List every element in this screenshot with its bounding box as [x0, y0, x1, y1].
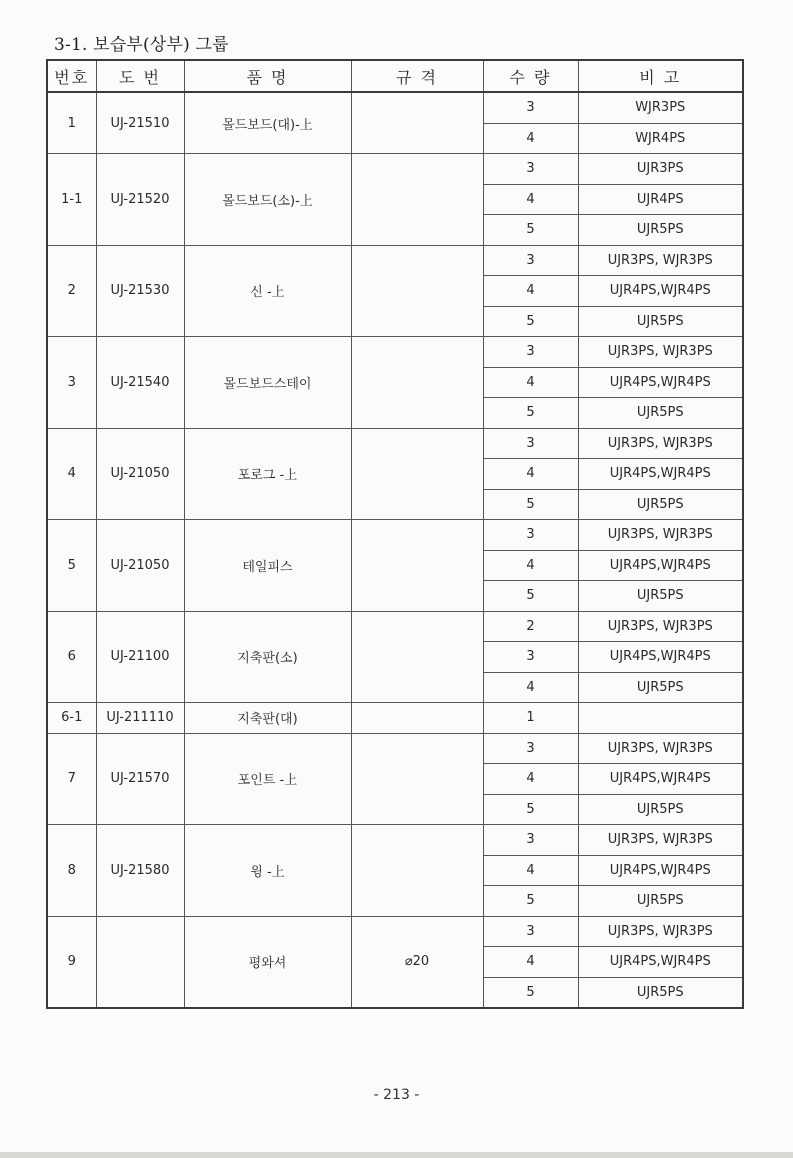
cell-drawing-no: UJ-21520	[96, 154, 184, 246]
cell-quantity: 3	[483, 733, 578, 764]
cell-number: 7	[47, 733, 96, 825]
cell-spec	[351, 337, 483, 429]
cell-part-name: 테일피스	[184, 520, 351, 612]
page-title: 3-1. 보습부(상부) 그룹	[54, 35, 229, 55]
cell-quantity: 3	[483, 337, 578, 368]
cell-quantity: 4	[483, 184, 578, 215]
cell-quantity: 5	[483, 306, 578, 337]
cell-number: 8	[47, 825, 96, 917]
cell-number: 4	[47, 428, 96, 520]
cell-remark: UJR4PS	[578, 184, 743, 215]
cell-drawing-no: UJ-21540	[96, 337, 184, 429]
cell-quantity: 3	[483, 520, 578, 551]
cell-remark: UJR4PS,WJR4PS	[578, 459, 743, 490]
cell-quantity: 4	[483, 123, 578, 154]
cell-quantity: 4	[483, 550, 578, 581]
cell-remark: UJR4PS,WJR4PS	[578, 947, 743, 978]
cell-spec	[351, 245, 483, 337]
cell-spec	[351, 703, 483, 734]
cell-remark: UJR5PS	[578, 398, 743, 429]
cell-quantity: 3	[483, 154, 578, 185]
cell-quantity: 5	[483, 215, 578, 246]
cell-spec	[351, 92, 483, 154]
cell-remark: UJR3PS, WJR3PS	[578, 337, 743, 368]
cell-part-name: 윙 -上	[184, 825, 351, 917]
cell-quantity: 5	[483, 398, 578, 429]
cell-part-name: 지축판(대)	[184, 703, 351, 734]
header-quantity: 수 량	[483, 60, 578, 92]
header-drawing-no: 도 번	[96, 60, 184, 92]
cell-remark: UJR5PS	[578, 215, 743, 246]
cell-quantity: 5	[483, 977, 578, 1008]
cell-quantity: 3	[483, 916, 578, 947]
cell-part-name: 신 -上	[184, 245, 351, 337]
cell-number: 5	[47, 520, 96, 612]
cell-quantity: 4	[483, 672, 578, 703]
cell-remark: UJR4PS,WJR4PS	[578, 550, 743, 581]
cell-remark: UJR4PS,WJR4PS	[578, 855, 743, 886]
cell-drawing-no: UJ-21050	[96, 520, 184, 612]
cell-remark: UJR5PS	[578, 672, 743, 703]
cell-part-name: 몰드보드스테이	[184, 337, 351, 429]
cell-number: 6	[47, 611, 96, 703]
cell-number: 1	[47, 92, 96, 154]
cell-spec	[351, 733, 483, 825]
cell-part-name: 포로그 -上	[184, 428, 351, 520]
cell-part-name: 포인트 -上	[184, 733, 351, 825]
cell-remark: UJR3PS, WJR3PS	[578, 245, 743, 276]
table-row	[47, 611, 743, 642]
cell-drawing-no	[96, 916, 184, 1008]
header-remark: 비 고	[578, 60, 743, 92]
table-row	[47, 916, 743, 947]
cell-number: 6-1	[47, 703, 96, 734]
cell-spec: ⌀20	[351, 916, 483, 1008]
cell-remark: UJR4PS,WJR4PS	[578, 764, 743, 795]
cell-part-name: 몰드보드(소)-上	[184, 154, 351, 246]
cell-spec	[351, 611, 483, 703]
cell-quantity: 4	[483, 276, 578, 307]
cell-number: 1-1	[47, 154, 96, 246]
table-header-row	[47, 60, 743, 92]
cell-remark: UJR3PS, WJR3PS	[578, 611, 743, 642]
header-spec: 규 격	[351, 60, 483, 92]
table-row	[47, 520, 743, 551]
cell-remark	[578, 703, 743, 734]
cell-remark: UJR3PS, WJR3PS	[578, 520, 743, 551]
table-row	[47, 733, 743, 764]
table-row	[47, 428, 743, 459]
parts-table	[46, 59, 744, 1009]
cell-quantity: 4	[483, 764, 578, 795]
cell-quantity: 1	[483, 703, 578, 734]
table-row	[47, 245, 743, 276]
cell-spec	[351, 520, 483, 612]
cell-remark: UJR4PS,WJR4PS	[578, 367, 743, 398]
page-number: - 213 -	[373, 1087, 420, 1103]
cell-remark: UJR3PS, WJR3PS	[578, 428, 743, 459]
cell-quantity: 3	[483, 428, 578, 459]
cell-quantity: 3	[483, 642, 578, 673]
cell-quantity: 2	[483, 611, 578, 642]
cell-quantity: 3	[483, 245, 578, 276]
cell-drawing-no: UJ-211110	[96, 703, 184, 734]
cell-drawing-no: UJ-21100	[96, 611, 184, 703]
table-row	[47, 825, 743, 856]
cell-quantity: 5	[483, 886, 578, 917]
cell-remark: UJR4PS,WJR4PS	[578, 642, 743, 673]
cell-quantity: 5	[483, 581, 578, 612]
cell-remark: UJR3PS, WJR3PS	[578, 825, 743, 856]
cell-quantity: 4	[483, 947, 578, 978]
cell-drawing-no: UJ-21580	[96, 825, 184, 917]
cell-part-name: 몰드보드(대)-上	[184, 92, 351, 154]
cell-drawing-no: UJ-21050	[96, 428, 184, 520]
header-part-name: 품 명	[184, 60, 351, 92]
cell-drawing-no: UJ-21570	[96, 733, 184, 825]
cell-spec	[351, 428, 483, 520]
cell-spec	[351, 154, 483, 246]
cell-quantity: 3	[483, 825, 578, 856]
cell-remark: UJR5PS	[578, 886, 743, 917]
cell-quantity: 5	[483, 794, 578, 825]
cell-quantity: 4	[483, 367, 578, 398]
table-row	[47, 154, 743, 185]
cell-quantity: 4	[483, 855, 578, 886]
cell-drawing-no: UJ-21530	[96, 245, 184, 337]
table-row	[47, 92, 743, 123]
cell-spec	[351, 825, 483, 917]
cell-remark: UJR5PS	[578, 306, 743, 337]
cell-remark: WJR3PS	[578, 92, 743, 123]
cell-number: 9	[47, 916, 96, 1008]
cell-remark: UJR3PS, WJR3PS	[578, 733, 743, 764]
table-row	[47, 337, 743, 368]
table-row	[47, 703, 743, 734]
cell-remark: UJR5PS	[578, 977, 743, 1008]
cell-number: 3	[47, 337, 96, 429]
cell-drawing-no: UJ-21510	[96, 92, 184, 154]
table-body	[47, 92, 743, 1008]
cell-remark: UJR5PS	[578, 581, 743, 612]
cell-number: 2	[47, 245, 96, 337]
header-number: 번호	[47, 60, 96, 92]
cell-quantity: 4	[483, 459, 578, 490]
cell-remark: WJR4PS	[578, 123, 743, 154]
cell-part-name: 지축판(소)	[184, 611, 351, 703]
cell-remark: UJR5PS	[578, 794, 743, 825]
cell-remark: UJR3PS	[578, 154, 743, 185]
cell-quantity: 5	[483, 489, 578, 520]
cell-remark: UJR4PS,WJR4PS	[578, 276, 743, 307]
cell-remark: UJR3PS, WJR3PS	[578, 916, 743, 947]
scan-edge	[0, 1152, 793, 1158]
cell-remark: UJR5PS	[578, 489, 743, 520]
cell-part-name: 평와셔	[184, 916, 351, 1008]
cell-quantity: 3	[483, 92, 578, 123]
